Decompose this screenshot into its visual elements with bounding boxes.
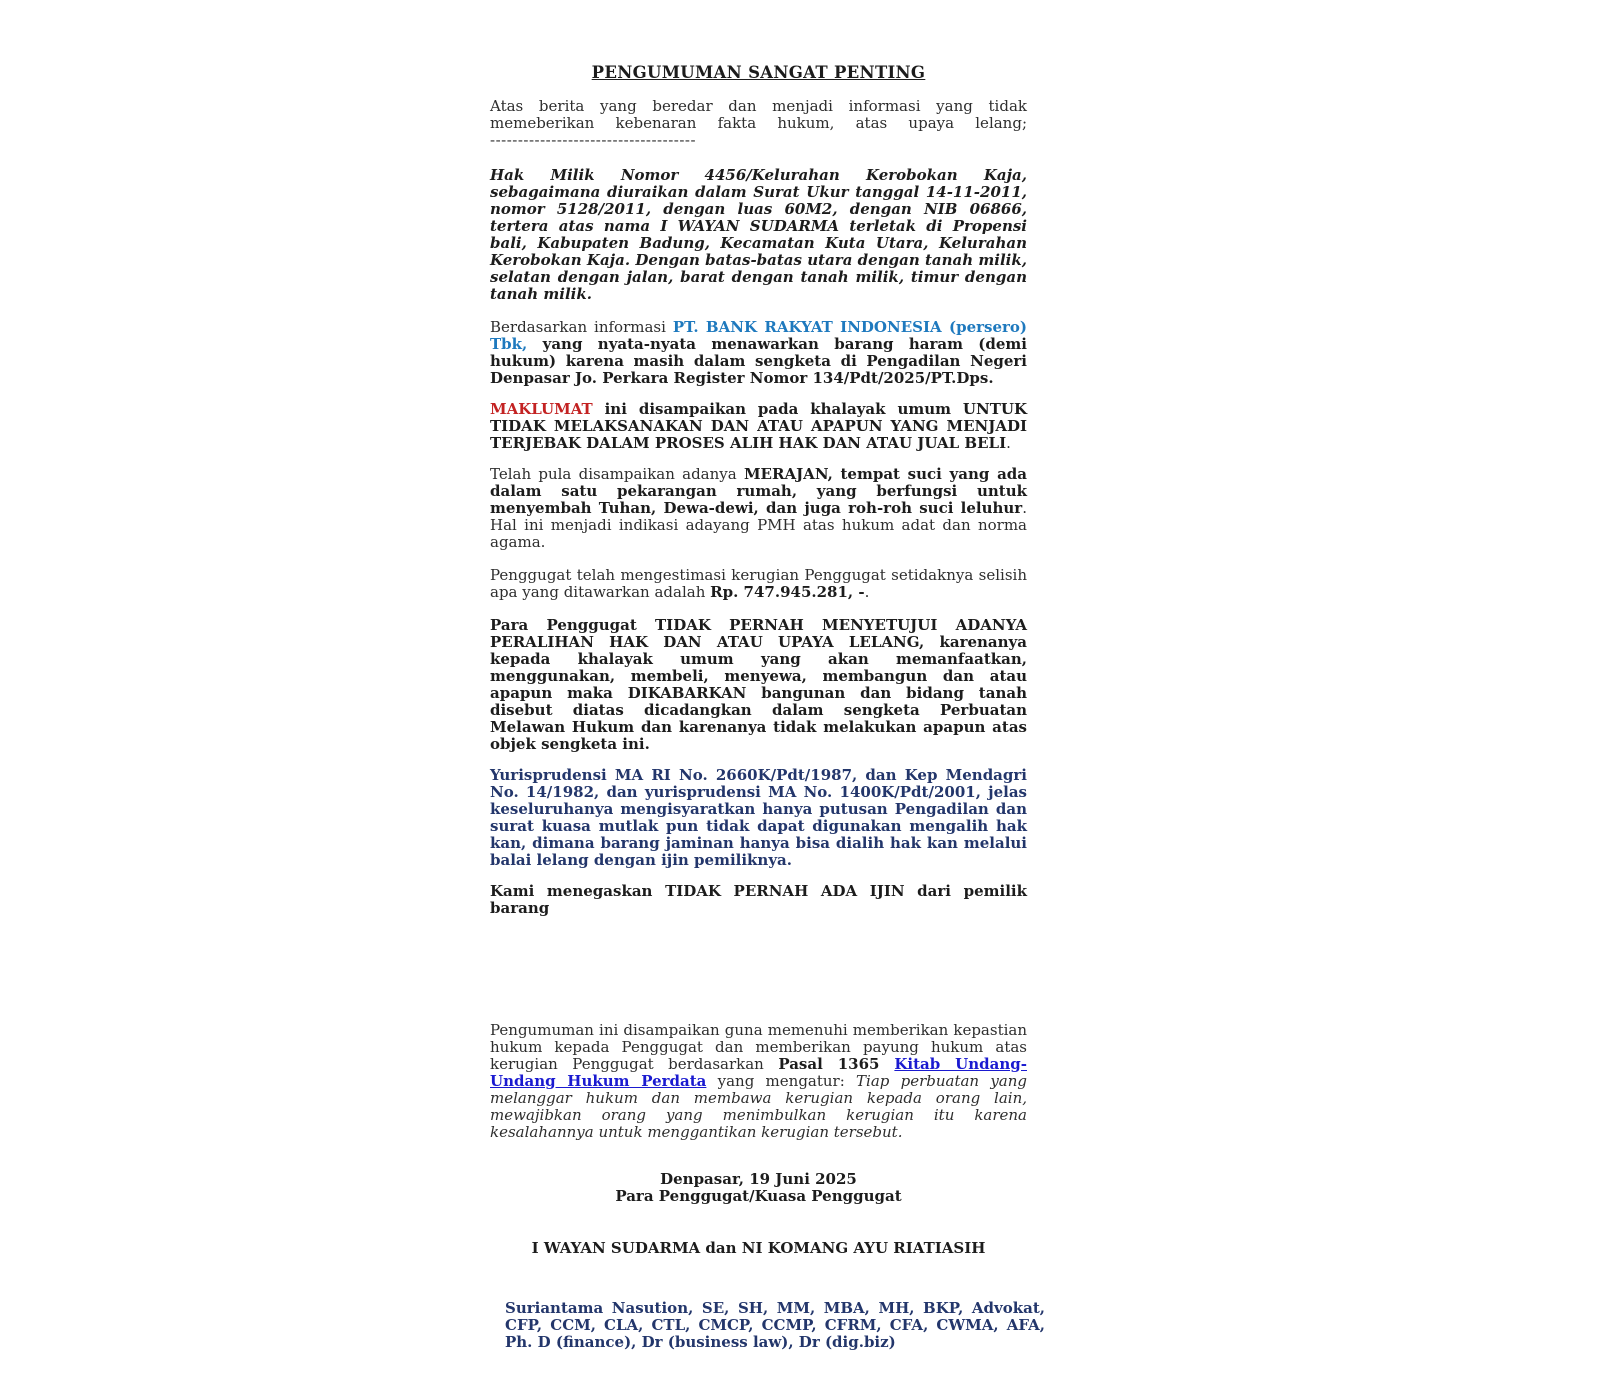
legal-quote: Tiap perbuatan yang melanggar hukum dan membawa kerugian kepada orang lain, mewajibkan orang yang menimbulkan kerugian itu karena kesalahannya untuk menggantikan kerugian tersebut.	[490, 1072, 1027, 1141]
paragraph-maklumat	[490, 401, 1027, 452]
merajan-rest: . Hal ini menjadi indikasi adayang PMH atas hukum adat dan norma agama.	[490, 499, 1027, 551]
signature-block	[490, 1171, 1027, 1205]
paragraph-plaintiff-statement: Para Penggugat TIDAK PERNAH MENYETUJUI ADANYA PERALIHAN HAK DAN ATAU UPAYA LELANG, karenanya kepada khalayak umum yang akan memanfaatkan, menggunakan, membeli, menyewa, membangun dan atau apapun maka DIKABARKAN bangunan dan bidang tanah disebut diatas dicadangkan dalam sengketa Perbuatan Melawan Hukum dan karenanya tidak melakukan apapun atas objek sengketa ini.	[490, 616, 1027, 753]
merajan-word: MERAJAN	[743, 465, 828, 483]
paragraph-estimated-loss	[490, 567, 1027, 601]
bank-name: PT. BANK RAKYAT INDONESIA (persero) Tbk,	[490, 318, 1028, 353]
bank-info-lead: Berdasarkan informasi	[490, 318, 673, 336]
paragraph-no-permission-statement: Kami menegaskan TIDAK PERNAH ADA IJIN dari pemilik barang	[490, 882, 1027, 917]
paragraph-legal-basis	[490, 1022, 1027, 1141]
paragraph-intro	[490, 98, 1027, 149]
document-body	[490, 63, 1045, 1351]
pasal-1365: Pasal 1365	[778, 1055, 895, 1073]
maklumat-rest: ini disampaikan pada khalayak umum UNTUK TIDAK MELAKSANAKAN DAN ATAU APAPUN YANG MENJADI TERJEBAK DALAM PROSES ALIH HAK DAN ATAU JUAL BELI	[490, 400, 1027, 452]
legal-basis-mid: yang mengatur:	[706, 1072, 857, 1090]
merajan-description: tempat suci yang ada dalam satu pekarangan rumah, yang berfungsi untuk menyembah Tuhan, Dewa-dewi, dan juga roh-roh suci leluhur	[490, 465, 1027, 517]
merajan-comma: ,	[827, 465, 841, 483]
loss-period: .	[864, 583, 870, 601]
paragraph-bank-info	[490, 319, 1027, 387]
paragraph-property-description: Hak Milik Nomor 4456/Kelurahan Kerobokan Kaja, sebagaimana diuraikan dalam Surat Ukur tanggal 14-11-2011, nomor 5128/2011, dengan luas 60M2, dengan NIB 06866, tertera atas nama I WAYAN SUDARMA terletak di Propensi bali, Kabupaten Badung, Kecamatan Kuta Utara, Kelurahan Kerobokan Kaja. Dengan batas-batas utara dengan tanah milik, selatan dengan jalan, barat dengan tanah milik, timur dengan tanah milik.	[490, 166, 1027, 303]
loss-lead: Penggugat telah mengestimasi kerugian Penggugat setidaknya selisih apa yang ditawarkan adalah	[490, 566, 1027, 601]
loss-amount: Rp. 747.945.281, -	[710, 583, 865, 601]
legal-basis-lead: Pengumuman ini disampaikan guna memenuhi memberikan kepastian hukum kepada Penggugat dan memberikan payung hukum atas kerugian Penggugat berdasarkan	[490, 1021, 1027, 1073]
paragraph-jurisprudence: Yurisprudensi MA RI No. 2660K/Pdt/1987, dan Kep Mendagri No. 14/1982, dan yurisprudensi MA No. 1400K/Pdt/2001, jelas keseluruhanya mengisyaratkan hanya putusan Pengadilan dan surat kuasa mutlak pun tidak dapat digunakan mengalih hak kan, dimana barang jaminan hanya bisa dialih hak kan melalui balai lelang dengan ijin pemiliknya.	[490, 766, 1027, 869]
bank-info-rest: yang nyata-nyata menawarkan barang haram (demi hukum) karena masih dalam sengketa di Pengadilan Negeri Denpasar Jo. Perkara Register Nomor 134/Pdt/2025/PT.Dps.	[490, 335, 1027, 387]
merajan-lead: Telah pula disampaikan adanya	[490, 465, 744, 483]
signature-role: Para Penggugat/Kuasa Penggugat	[615, 1187, 902, 1205]
filler-dashes: -------------------------------------	[490, 131, 697, 149]
document-title: PENGUMUMAN SANGAT PENTING	[591, 63, 926, 82]
signature-place-date: Denpasar, 19 Juni 2025	[660, 1170, 857, 1188]
link-kitab-undang-undang-hukum-perdata[interactable]: Kitab Undang-Undang Hukum Perdata	[490, 1055, 1027, 1090]
plaintiff-names: I WAYAN SUDARMA dan NI KOMANG AYU RIATIASIH	[531, 1239, 986, 1257]
intro-text: Atas berita yang beredar dan menjadi informasi yang tidak memeberikan kebenaran fakta hukum, atas upaya lelang;	[490, 97, 1027, 132]
maklumat-word: MAKLUMAT	[490, 400, 593, 418]
lawyer-credentials: Suriantama Nasution, SE, SH, MM, MBA, MH, BKP, Advokat, CFP, CCM, CLA, CTL, CMCP, CCMP, CFRM, CFA, CWMA, AFA, Ph. D (finance), Dr (business law), Dr (dig.biz)	[505, 1299, 1045, 1351]
maklumat-period: .	[1006, 434, 1011, 452]
paragraph-merajan	[490, 466, 1027, 551]
